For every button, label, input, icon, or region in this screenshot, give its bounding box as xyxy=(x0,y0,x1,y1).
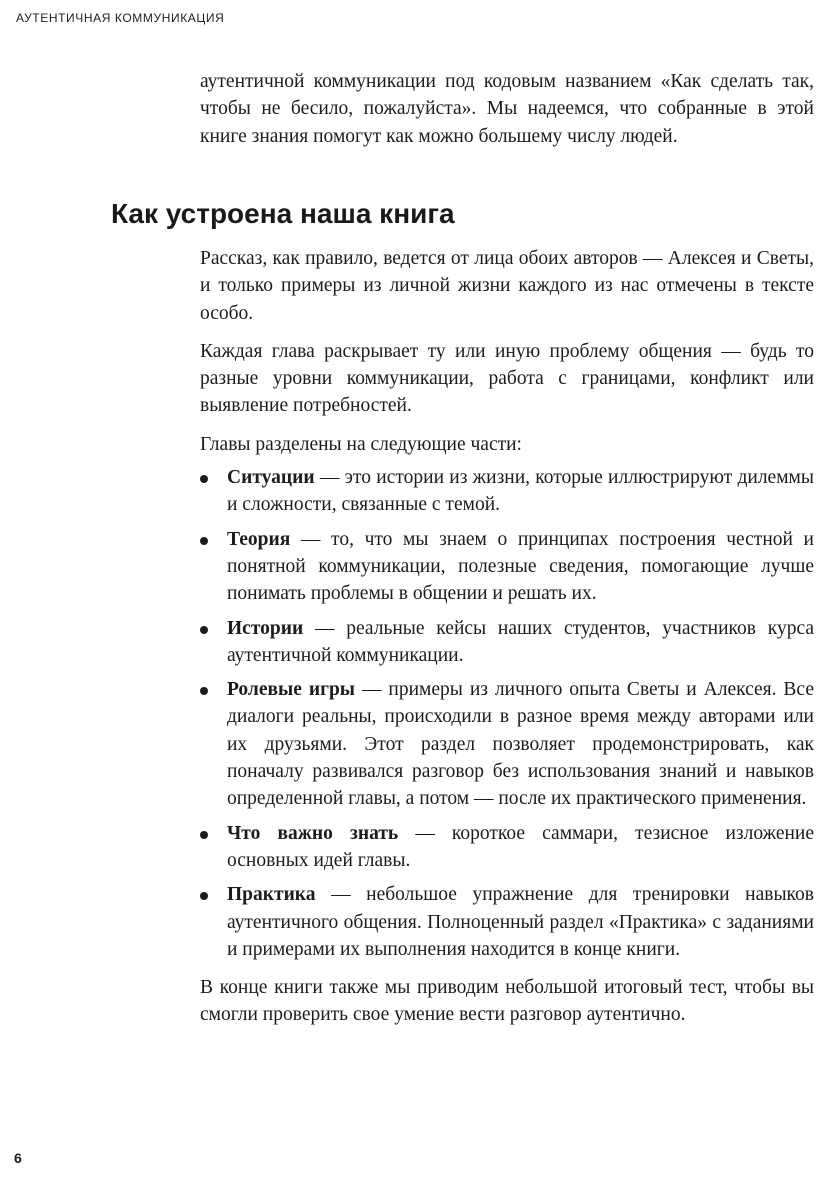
closing-paragraph: В конце книги также мы приводим небольшой итоговый тест, чтобы вы смогли проверить свое умение вести разговор аутентично. xyxy=(200,977,814,1026)
part-term: Истории xyxy=(227,617,304,639)
list-item xyxy=(200,526,814,608)
intro-text-block xyxy=(200,68,814,150)
list-item xyxy=(200,676,814,812)
list-item xyxy=(200,820,814,875)
part-term: Практика xyxy=(227,884,316,906)
running-head: АУТЕНТИЧНАЯ КОММУНИКАЦИЯ xyxy=(16,11,225,25)
part-term: Что важно знать xyxy=(227,822,399,844)
bullet-icon xyxy=(200,831,208,839)
list-item xyxy=(200,464,814,519)
parts-intro: Главы разделены на следующие части: xyxy=(200,433,522,455)
part-description: — небольшое упражнение для тренировки навыков аутентичного общения. Полноценный раздел «Практика» с заданиями и примерами их выполнения находится в конце книги. xyxy=(227,884,814,960)
section-heading: Как устроена наша книга xyxy=(111,198,455,229)
part-term: Ситуации xyxy=(227,467,315,489)
body-paragraph: Каждая глава раскрывает ту или иную проблему общения — будь то разные уровни коммуникации, работа с границами, конфликт или выявление потребностей. xyxy=(200,340,814,417)
bullet-icon xyxy=(200,892,208,900)
part-description: — примеры из личного опыта Светы и Алексея. Все диалоги реальны, происходили в разное время между авторами или их друзьями. Этот раздел позволяет продемонстрировать, как поначалу развивался разговор без использования знаний и навыков определенной главы, а потом — после их практического применения. xyxy=(227,679,814,810)
body-paragraph: Рассказ, как правило, ведется от лица обоих авторов — Алексея и Светы, и только примеры из личной жизни каждого из нас отмечены в тексте особо. xyxy=(200,248,814,324)
bullet-icon xyxy=(200,475,208,483)
section-body xyxy=(200,245,814,1040)
part-description: — то, что мы знаем о принципах построения честной и понятной коммуникации, полезные сведения, помогающие лучше понимать проблемы в общении и решать их. xyxy=(227,528,814,605)
part-term: Ролевые игры xyxy=(227,679,356,701)
list-item xyxy=(200,881,814,963)
bullet-icon xyxy=(200,626,208,634)
part-description: — реальные кейсы наших студентов, участников курса аутентичной коммуникации. xyxy=(227,617,814,666)
page-number: 6 xyxy=(14,1150,22,1166)
intro-paragraph: аутентичной коммуникации под кодовым названием «Как сделать так, чтобы не бесило, пожалуйста». Мы надеемся, что собранные в этой книге знания помогут как можно большему числу людей. xyxy=(200,71,814,147)
part-description: — это истории из жизни, которые иллюстрируют дилеммы и сложности, связанные с темой. xyxy=(227,467,814,516)
part-description: — короткое саммари, тезисное изложение основных идей главы. xyxy=(227,822,814,871)
list-item xyxy=(200,615,814,670)
bullet-icon xyxy=(200,687,208,695)
part-term: Теория xyxy=(227,528,291,550)
parts-list xyxy=(200,464,814,963)
bullet-icon xyxy=(200,537,208,545)
